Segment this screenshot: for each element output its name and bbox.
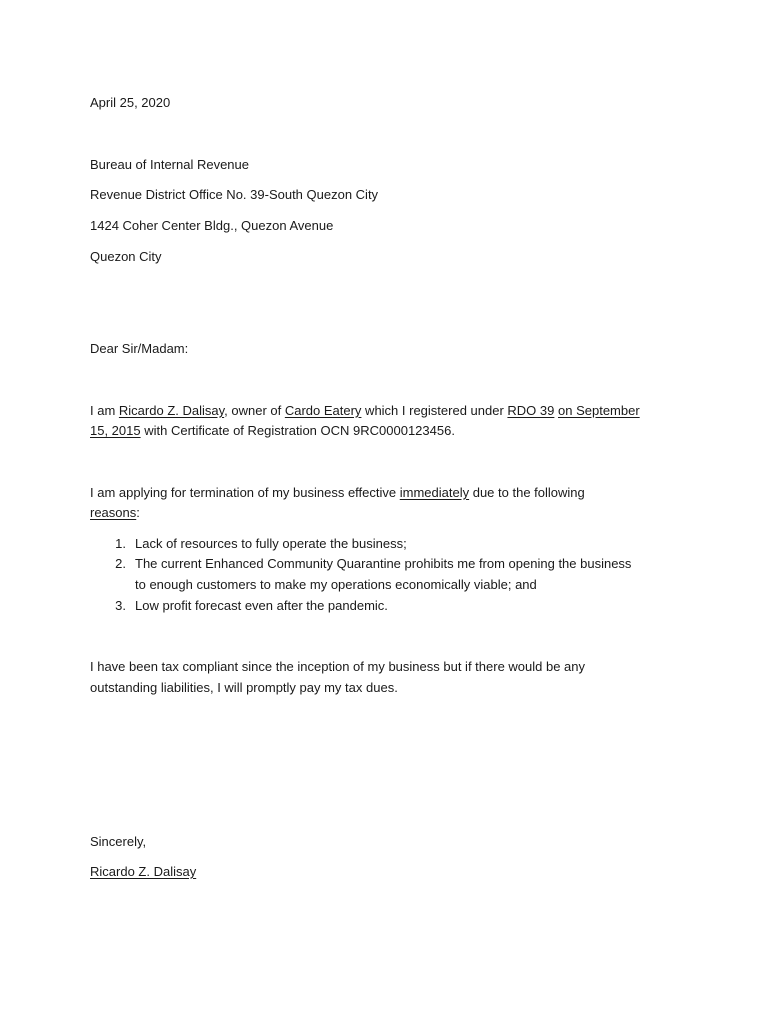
text-segment: :: [136, 505, 140, 520]
registration-date-part-2: 15, 2015: [90, 423, 141, 438]
list-item: The current Enhanced Community Quarantine prohibits me from opening the business: [135, 556, 632, 571]
recipient-line-1: Bureau of Internal Revenue: [90, 157, 249, 172]
list-item: Lack of resources to fully operate the business;: [135, 536, 407, 551]
recipient-line-4: Quezon City: [90, 249, 162, 264]
list-number: 3.: [115, 598, 126, 613]
recipient-line-3: 1424 Coher Center Bldg., Quezon Avenue: [90, 218, 334, 233]
text-segment: with Certificate of Registration OCN 9RC0000123456.: [140, 423, 455, 438]
paragraph-1-line-1: [90, 403, 640, 419]
text-segment: which I registered under: [361, 403, 508, 418]
list-number: 1.: [115, 536, 126, 551]
signature-name: Ricardo Z. Dalisay: [90, 864, 197, 879]
registration-date-part-1: on September: [558, 403, 640, 418]
salutation: Dear Sir/Madam:: [90, 341, 189, 356]
owner-name: Ricardo Z. Dalisay: [118, 403, 225, 418]
recipient-line-2: Revenue District Office No. 39-South Quezon City: [90, 187, 379, 202]
text-segment: I am applying for termination of my business effective: [90, 485, 400, 500]
list-number: 2.: [115, 556, 126, 571]
text-segment: I am: [90, 403, 119, 418]
text-segment: due to the following: [469, 485, 585, 500]
list-item-continuation: to enough customers to make my operations economically viable; and: [135, 577, 537, 592]
reasons-word: reasons: [90, 505, 137, 520]
letter-date: April 25, 2020: [90, 95, 171, 110]
rdo-number: RDO 39: [507, 403, 555, 418]
paragraph-3-line-2: outstanding liabilities, I will promptly pay my tax dues.: [90, 680, 398, 695]
paragraph-2-line-2: [90, 505, 140, 521]
business-name: Cardo Eatery: [284, 403, 362, 418]
immediately-word: immediately: [399, 485, 470, 500]
list-item: Low profit forecast even after the pandemic.: [135, 598, 388, 613]
paragraph-3-line-1: I have been tax compliant since the inception of my business but if there would be any: [90, 659, 586, 674]
paragraph-1-line-2: [90, 423, 455, 439]
closing: Sincerely,: [90, 834, 147, 849]
text-segment: , owner of: [224, 403, 285, 418]
paragraph-2-line-1: [90, 485, 585, 501]
